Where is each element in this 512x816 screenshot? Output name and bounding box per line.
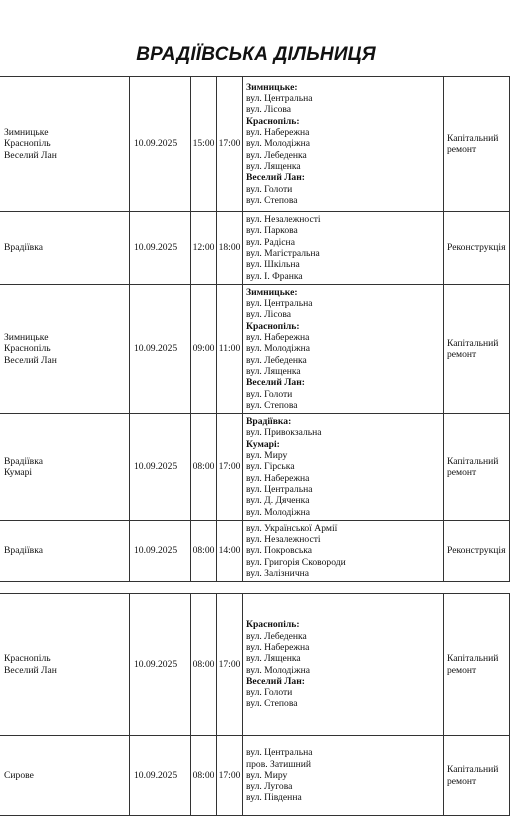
cell-line: 08:00 [192,658,215,670]
table-row [0,594,510,736]
cell-line: ремонт [447,467,477,478]
date-cell [130,736,191,816]
streets-cell [243,414,444,521]
cell-line: 15:00 [192,138,215,150]
cell-line: вул. Української Армії [246,522,338,534]
cell-line: вул. Незалежності [246,534,321,546]
work-type-cell [444,77,510,212]
cell-line: Капітальний [447,653,499,665]
cell-line: вул. Голоти [246,388,293,400]
cell-line: вул. Набережна [246,332,310,344]
cell-line: вул. Лісова [246,309,292,321]
cell-line: вул. Залізнична [246,567,310,579]
table-row [0,736,510,816]
page-title: ВРАДІЇВСЬКА ДІЛЬНИЦЯ [136,44,376,65]
area-cell [0,212,130,285]
cell-line: ремонт [447,775,477,787]
area-cell [0,285,130,414]
end-time-cell [217,285,243,414]
cell-line: Зимницьке: [246,286,298,298]
cell-line: вул. Молодіжна [246,664,310,676]
cell-line: Капітальний [447,132,499,144]
start-time-cell [191,414,217,521]
cell-line: Краснопіль: [246,115,300,127]
end-time-cell [217,521,243,582]
cell-line: Зимницьке [4,127,49,139]
cell-line: Врадіївка: [246,416,292,428]
area-cell [0,414,130,521]
cell-line: вул. Степова [246,194,298,206]
cell-line: 17:00 [218,769,241,781]
area-cell [0,594,130,736]
table-row [0,521,510,582]
cell-line: ремонт [447,664,477,676]
cell-line: вул. Голоти [246,183,293,195]
streets-cell [243,77,444,212]
cell-line: 10.09.2025 [134,343,178,355]
cell-line: вул. Шкільна [246,259,300,271]
cell-line: Зимницьке [4,332,49,344]
cell-line: вул. Д. Дяченка [246,495,310,507]
cell-line: вул. Молодіжна [246,138,310,150]
end-time-cell [217,414,243,521]
cell-line: вул. Магістральна [246,248,320,259]
cell-line: Краснопіль [4,138,51,150]
cell-line: 08:00 [192,545,215,557]
cell-line: вул. Степова [246,399,298,411]
cell-line: Врадіївка [4,455,43,467]
cell-line: вул. Лісова [246,104,292,116]
cell-line: ремонт [447,349,477,360]
table-row [0,77,510,212]
area-cell [0,77,130,212]
cell-line: 10.09.2025 [134,769,178,781]
cell-line: вул. Лященка [246,160,301,172]
cell-line: вул. Привокзальна [246,427,322,439]
cell-line: вул. Миру [246,769,288,781]
work-type-cell [444,414,510,521]
cell-line: Реконструкція [447,545,506,557]
cell-line: вул. Лященка [246,653,301,665]
cell-line: 17:00 [218,138,241,150]
cell-line: Капітальний [447,337,499,349]
table-row [0,285,510,414]
cell-line: вул. Центральна [246,298,313,310]
cell-line: вул. Лебеденка [246,354,307,366]
cell-line: вул. Молодіжна [246,506,310,518]
cell-line: Врадіївка [4,242,43,254]
table-row [0,212,510,285]
cell-line: вул. Центральна [246,93,313,105]
start-time-cell [191,736,217,816]
cell-line: Зимницьке: [246,81,298,93]
start-time-cell [191,594,217,736]
start-time-cell [191,212,217,285]
work-type-cell [444,594,510,736]
cell-line: Веселий Лан: [246,675,305,687]
cell-line: 10.09.2025 [134,242,178,254]
cell-line: вул. Незалежності [246,214,321,226]
cell-line: вул. І. Франка [246,270,303,282]
work-type-cell [444,212,510,285]
cell-line: вул. Лебеденка [246,149,307,161]
work-type-cell [444,521,510,582]
cell-line: Реконструкція [447,242,506,254]
cell-line: вул. Південна [246,792,302,804]
cell-line: вул. Миру [246,450,288,462]
cell-line: Сирове [4,769,34,781]
cell-line: Веселий Лан [4,664,57,676]
area-cell [0,521,130,582]
cell-line: вул. Степова [246,698,298,710]
cell-line: Краснопіль: [246,619,300,631]
end-time-cell [217,212,243,285]
cell-line: вул. Лященка [246,365,301,377]
cell-line: вул. Центральна [246,483,313,495]
cell-line: 17:00 [218,658,241,670]
cell-line: Краснопіль [4,653,51,665]
cell-line: вул. Набережна [246,472,310,484]
cell-line: Краснопіль: [246,320,300,332]
cell-line: 14:00 [218,545,241,557]
table-row [0,414,510,521]
cell-line: Веселий Лан [4,149,57,161]
cell-line: вул. Лебеденка [246,630,307,642]
schedule-table-1 [0,76,510,582]
cell-line: вул. Покровська [246,545,313,557]
cell-line: 08:00 [192,769,215,781]
cell-line: Кумарі: [246,438,280,450]
cell-line: вул. Набережна [246,127,310,139]
cell-line: Кумарі [4,467,33,478]
cell-line: 11:00 [218,343,241,355]
date-cell [130,594,191,736]
start-time-cell [191,77,217,212]
cell-line: Веселий Лан: [246,377,305,389]
cell-line: 12:00 [192,242,215,254]
cell-line: Капітальний [447,455,499,467]
cell-line: вул. Паркова [246,225,298,237]
end-time-cell [217,736,243,816]
streets-cell [243,594,444,736]
streets-cell [243,521,444,582]
cell-line: Веселий Лан: [246,172,305,184]
cell-line: вул. Молодіжна [246,343,310,355]
cell-line: 10.09.2025 [134,138,178,150]
cell-line: 08:00 [192,461,215,473]
schedule-table-2 [0,593,510,816]
cell-line: пров. Затишний [246,758,311,770]
cell-line: Веселий Лан [4,354,57,366]
cell-line: ремонт [447,144,477,155]
cell-line: Врадіївка [4,545,43,557]
end-time-cell [217,77,243,212]
streets-cell [243,285,444,414]
cell-line: Краснопіль [4,343,51,355]
cell-line: 10.09.2025 [134,545,178,557]
cell-line: 10.09.2025 [134,658,178,670]
date-cell [130,212,191,285]
streets-cell [243,736,444,816]
date-cell [130,521,191,582]
end-time-cell [217,594,243,736]
cell-line: 18:00 [218,242,241,254]
work-type-cell [444,736,510,816]
streets-cell [243,212,444,285]
cell-line: 10.09.2025 [134,461,178,473]
start-time-cell [191,285,217,414]
cell-line: Капітальний [447,764,499,776]
cell-line: вул. Гірська [246,461,295,473]
cell-line: вул. Радісна [246,236,295,248]
cell-line: 17:00 [218,461,241,473]
date-cell [130,414,191,521]
date-cell [130,77,191,212]
date-cell [130,285,191,414]
area-cell [0,736,130,816]
cell-line: 09:00 [192,343,215,355]
cell-line: вул. Лугова [246,781,293,793]
cell-line: вул. Голоти [246,687,293,699]
work-type-cell [444,285,510,414]
start-time-cell [191,521,217,582]
cell-line: вул. Григорія Сковороди [246,556,346,568]
cell-line: вул. Набережна [246,641,310,653]
cell-line: вул. Центральна [246,747,313,759]
